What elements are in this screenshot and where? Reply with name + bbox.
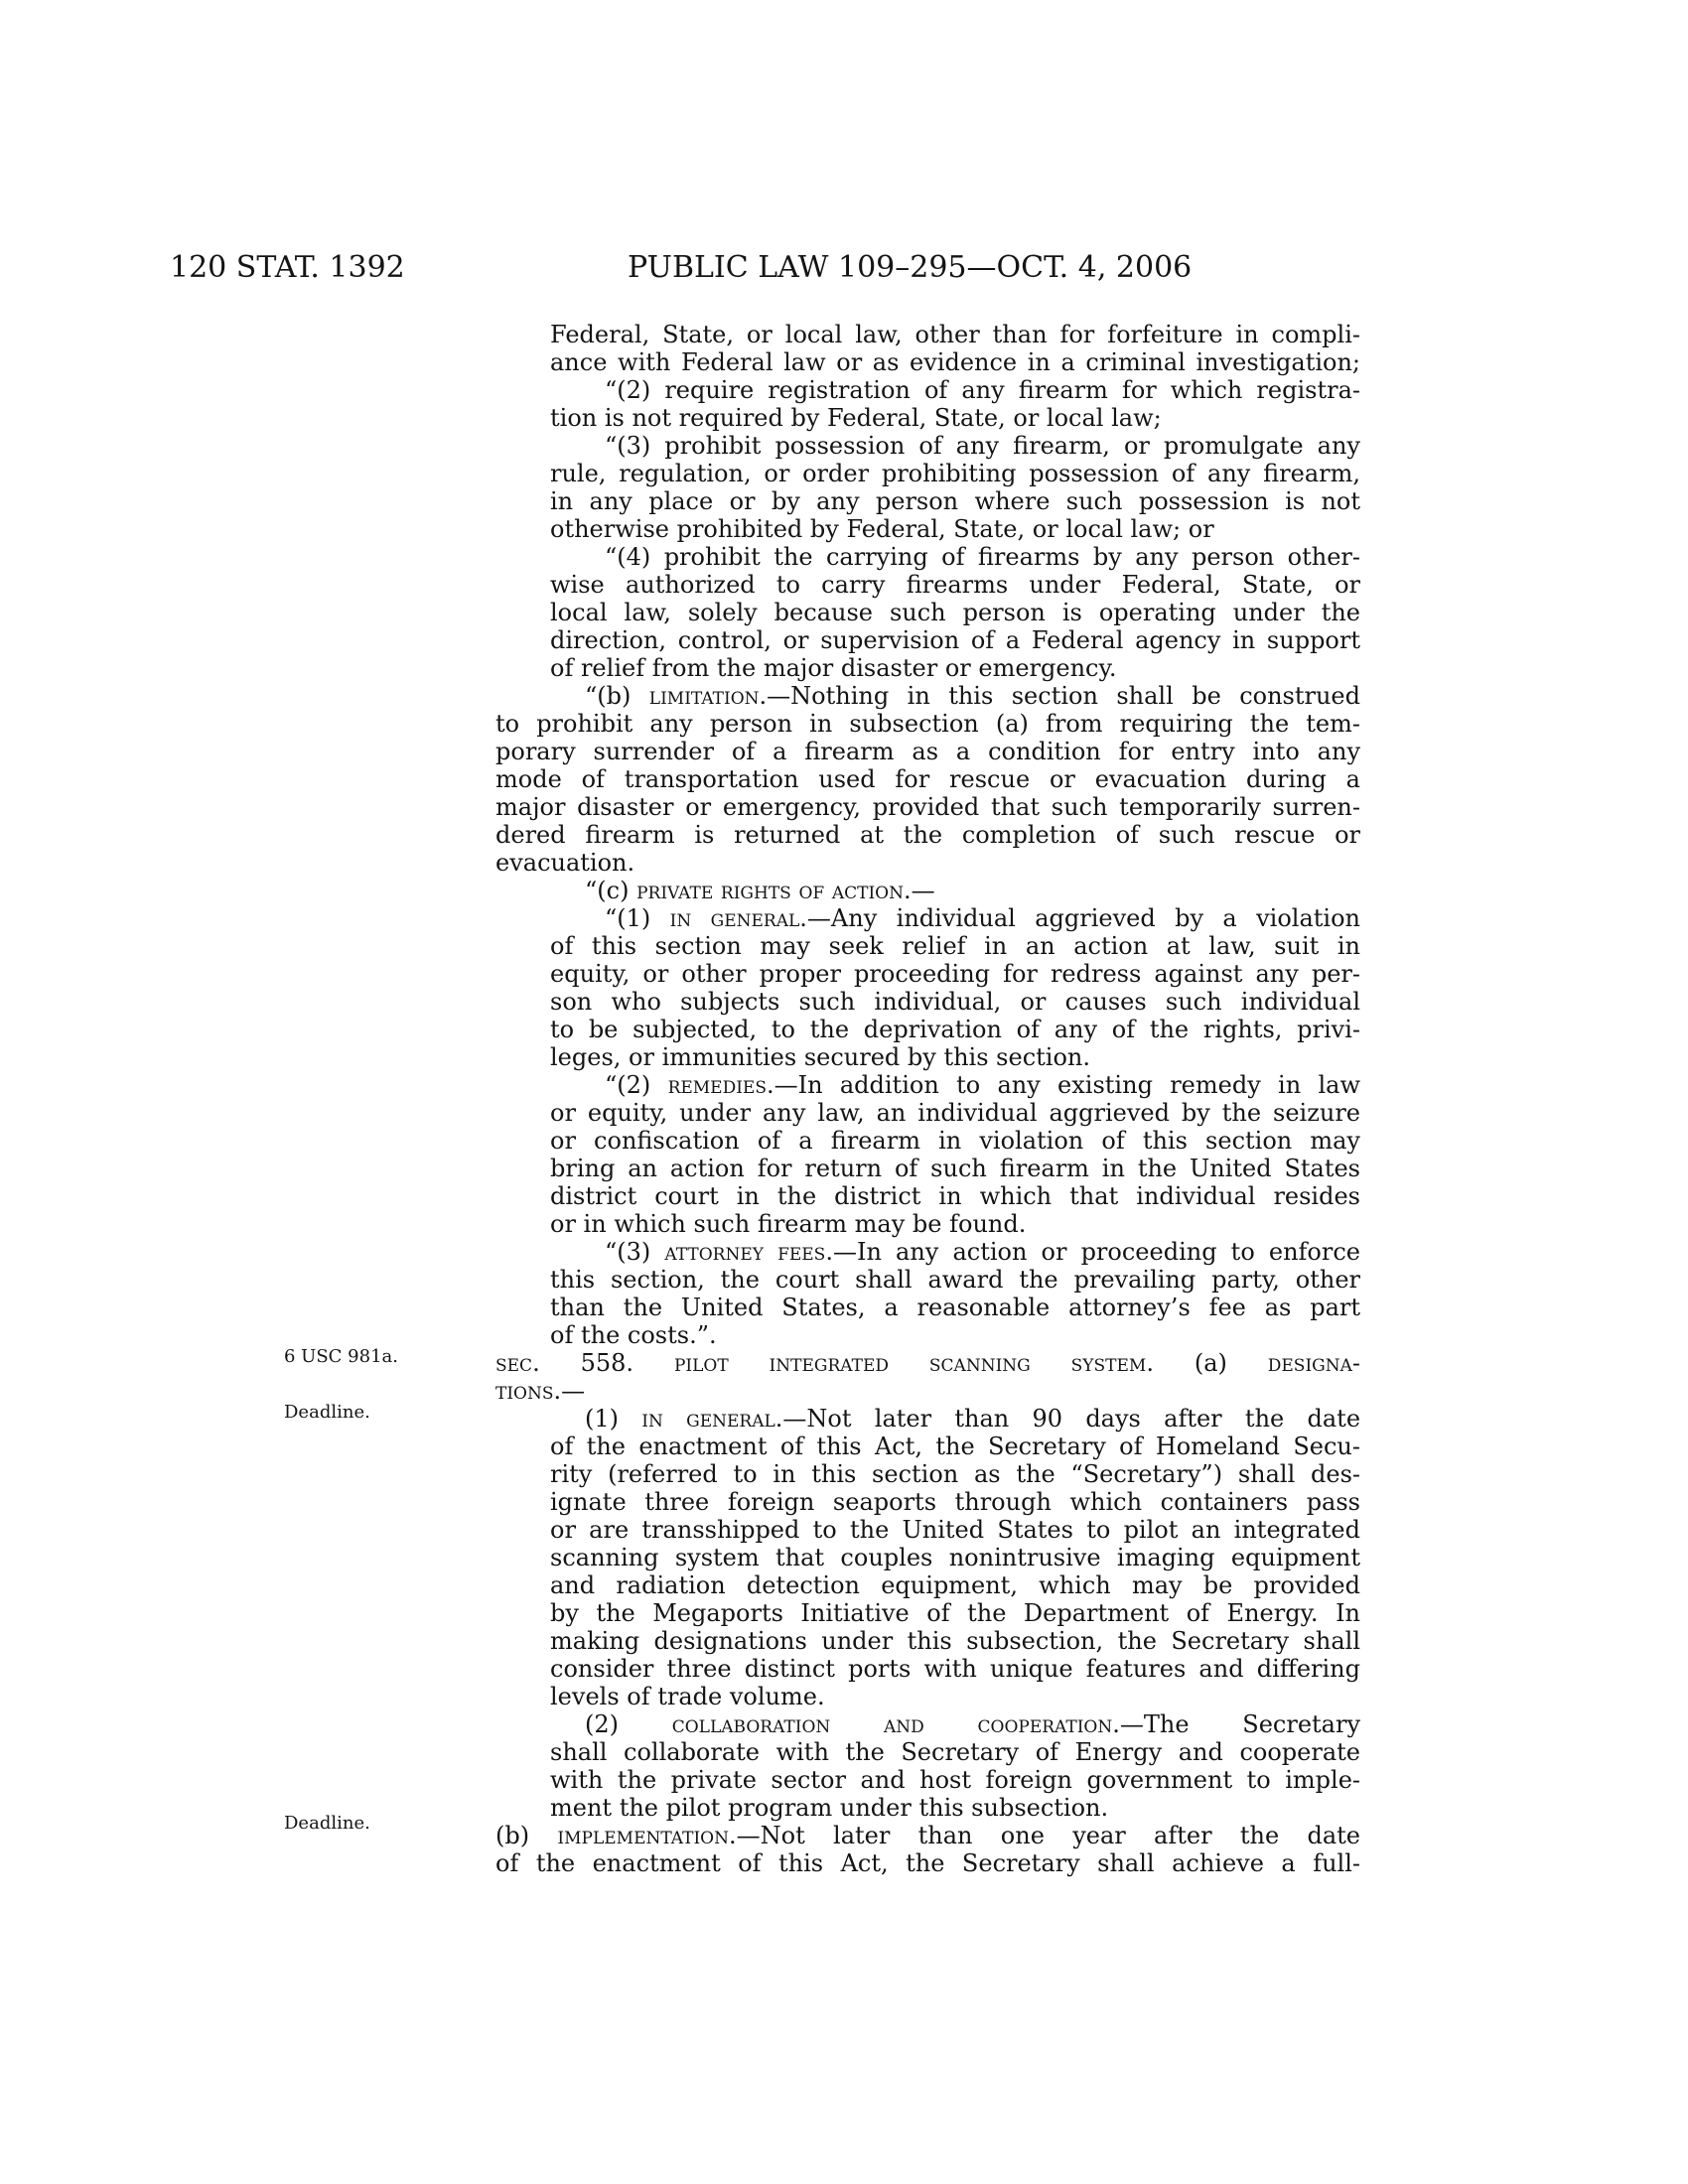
stat-page-number: 120 STAT. 1392 xyxy=(170,250,405,285)
body-line: (b) implementation.—Not later than one year after the date xyxy=(495,1822,1360,1849)
body-line: by the Megaports Initiative of the Department of Energy. In xyxy=(550,1599,1360,1627)
body-line: mode of transportation used for rescue or evacuation during a xyxy=(495,765,1360,793)
body-line: or in which such firearm may be found. xyxy=(550,1210,1027,1238)
body-line: district court in the district in which that individual resides xyxy=(550,1182,1360,1210)
body-line: tion is not required by Federal, State, or local law; xyxy=(550,404,1162,432)
body-line: with the private sector and host foreign government to imple- xyxy=(550,1766,1360,1794)
body-line: rule, regulation, or order prohibiting possession of any firearm, xyxy=(550,460,1360,487)
body-line: Federal, State, or local law, other than for forfeiture in compli- xyxy=(550,321,1360,348)
body-line: “(b) limitation.—Nothing in this section shall be construed xyxy=(585,682,1360,710)
body-line: (2) collaboration and cooperation.—The Secretary xyxy=(585,1710,1360,1738)
body-line: (1) in general.—Not later than 90 days after the date xyxy=(585,1405,1360,1433)
body-line: otherwise prohibited by Federal, State, or local law; or xyxy=(550,515,1214,543)
body-line: in any place or by any person where such possession is not xyxy=(550,487,1360,515)
body-line: “(3) prohibit possession of any firearm, or promulgate any xyxy=(605,432,1360,460)
body-line: levels of trade volume. xyxy=(550,1683,825,1710)
body-line: “(1) in general.—Any individual aggrieved by a violation xyxy=(605,904,1360,932)
body-line: rity (referred to in this section as the “Secretary”) shall des- xyxy=(550,1460,1360,1488)
body-line: direction, control, or supervision of a Federal agency in support xyxy=(550,626,1360,654)
margin-note-usc-citation: 6 USC 981a. xyxy=(284,1346,398,1367)
body-line: bring an action for return of such firearm in the United States xyxy=(550,1155,1360,1182)
body-line: son who subjects such individual, or causes such individual xyxy=(550,988,1360,1016)
body-line: tions.— xyxy=(495,1377,586,1405)
body-line: porary surrender of a firearm as a condition for entry into any xyxy=(495,738,1360,765)
body-line: “(2) require registration of any firearm for which registra- xyxy=(605,376,1360,404)
body-line: to prohibit any person in subsection (a) from requiring the tem- xyxy=(495,710,1360,738)
body-line: of the enactment of this Act, the Secretary shall achieve a full- xyxy=(495,1849,1360,1877)
body-line: making designations under this subsection, the Secretary shall xyxy=(550,1627,1360,1655)
body-line: shall collaborate with the Secretary of Energy and cooperate xyxy=(550,1738,1360,1766)
margin-note-deadline: Deadline. xyxy=(284,1402,370,1423)
body-line: sec. 558. pilot integrated scanning system. (a) designa- xyxy=(495,1349,1360,1377)
body-line: ance with Federal law or as evidence in a criminal investigation; xyxy=(550,348,1360,376)
body-line: local law, solely because such person is operating under the xyxy=(550,599,1360,626)
body-line: than the United States, a reasonable attorney’s fee as part xyxy=(550,1294,1360,1321)
body-line: ment the pilot program under this subsection. xyxy=(550,1794,1109,1822)
body-line: of this section may seek relief in an action at law, suit in xyxy=(550,932,1360,960)
margin-note-deadline: Deadline. xyxy=(284,1813,370,1834)
body-line: leges, or immunities secured by this section. xyxy=(550,1043,1090,1071)
body-line: equity, or other proper proceeding for redress against any per- xyxy=(550,960,1360,988)
body-line: consider three distinct ports with unique features and differing xyxy=(550,1655,1360,1683)
body-line: to be subjected, to the deprivation of any of the rights, privi- xyxy=(550,1016,1360,1043)
body-line: of relief from the major disaster or emergency. xyxy=(550,654,1117,682)
body-line: “(4) prohibit the carrying of firearms by any person other- xyxy=(605,543,1360,571)
body-line: “(2) remedies.—In addition to any existing remedy in law xyxy=(605,1071,1360,1099)
body-line: this section, the court shall award the prevailing party, other xyxy=(550,1266,1360,1294)
body-line: of the enactment of this Act, the Secretary of Homeland Secu- xyxy=(550,1433,1360,1460)
body-line: or are transshipped to the United States to pilot an integrated xyxy=(550,1516,1360,1544)
body-line: dered firearm is returned at the completion of such rescue or xyxy=(495,821,1360,849)
body-line: and radiation detection equipment, which may be provided xyxy=(550,1571,1360,1599)
body-line: scanning system that couples nonintrusive imaging equipment xyxy=(550,1544,1360,1571)
body-line: “(3) attorney fees.—In any action or proceeding to enforce xyxy=(605,1238,1360,1266)
body-line: or confiscation of a firearm in violation of this section may xyxy=(550,1127,1360,1155)
body-line: of the costs.”. xyxy=(550,1321,717,1349)
body-line: “(c) private rights of action.— xyxy=(585,877,935,904)
body-line: major disaster or emergency, provided that such temporarily surren- xyxy=(495,793,1360,821)
body-line: or equity, under any law, an individual aggrieved by the seizure xyxy=(550,1099,1360,1127)
body-line: evacuation. xyxy=(495,849,635,877)
body-line: ignate three foreign seaports through which containers pass xyxy=(550,1488,1360,1516)
body-line: wise authorized to carry firearms under Federal, State, or xyxy=(550,571,1360,599)
law-title-header: PUBLIC LAW 109–295—OCT. 4, 2006 xyxy=(628,250,1193,285)
